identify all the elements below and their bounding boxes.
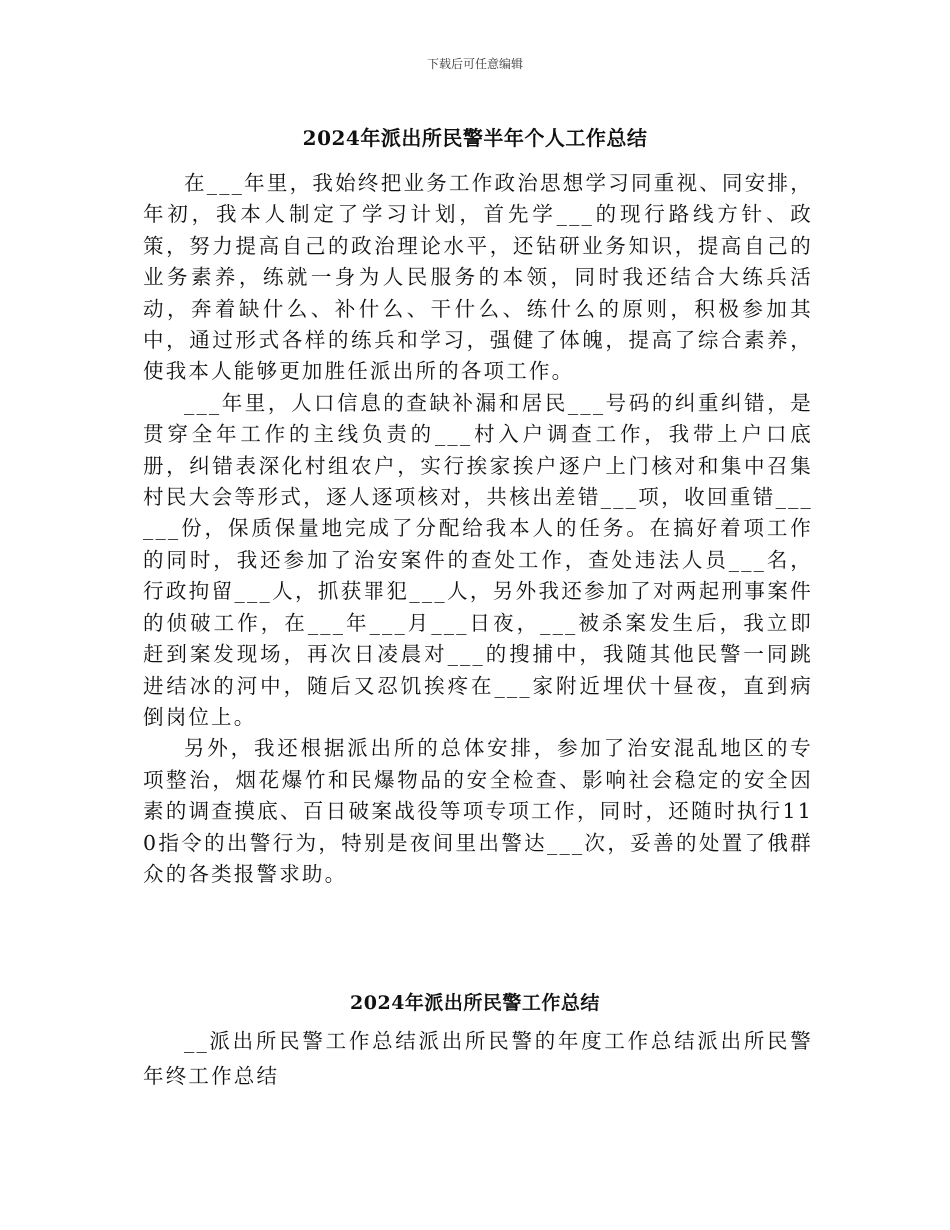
section-body	[143, 1024, 813, 1094]
paragraph: 另外，我还根据派出所的总体安排，参加了治安混乱地区的专项整治，烟花爆竹和民爆物品的安全检查、影响社会稳定的安全因素的调查摸底、百日破案战役等项专项工作，同时，还随时执行110指令的出警行为，特别是夜间里出警达___次，妥善的处置了俄群众的各类报警求助。	[143, 736, 813, 886]
paragraph: ___年里，人口信息的查缺补漏和居民___号码的纠重纠错，是贯穿全年工作的主线负责的___村入户调查工作，我带上户口底册，纠错表深化村组农户，实行挨家挨户逐户上门核对和集中召集村民大会等形式，逐人逐项核对，共核出差错___项，收回重错______份，保质保量地完成了分配给我本人的任务。在搞好着项工作的同时，我还参加了治安案件的查处工作，查处违法人员___名，行政拘留___人，抓获罪犯___人，另外我还参加了对两起刑事案件的侦破工作，在___年___月___日夜，___被杀案发生后，我立即赶到案发现场，再次日凌晨对___的搜捕中，我随其他民警一同跳进结冰的河中，随后又忍饥挨疼在___家附近埋伏十昼夜，直到病倒岗位上。	[143, 390, 813, 729]
header-note: 下载后可任意编辑	[426, 57, 523, 71]
page-title: 2024年派出所民警半年个人工作总结	[302, 126, 648, 150]
paragraph: __派出所民警工作总结派出所民警的年度工作总结派出所民警年终工作总结	[143, 1029, 813, 1088]
document-body	[143, 168, 813, 890]
paragraph: 在___年里，我始终把业务工作政治思想学习同重视、同安排，年初，我本人制定了学习计划，首先学___的现行路线方针、政策，努力提高自己的政治理论水平，还钻研业务知识，提高自己的业务素养，练就一身为人民服务的本领，同时我还结合大练兵活动，奔着缺什么、补什么、干什么、练什么的原则，积极参加其中，通过形式各样的练兵和学习，强健了体魄，提高了综合素养，使我本人能够更加胜任派出所的各项工作。	[143, 171, 813, 384]
section-title: 2024年派出所民警工作总结	[350, 992, 600, 1014]
